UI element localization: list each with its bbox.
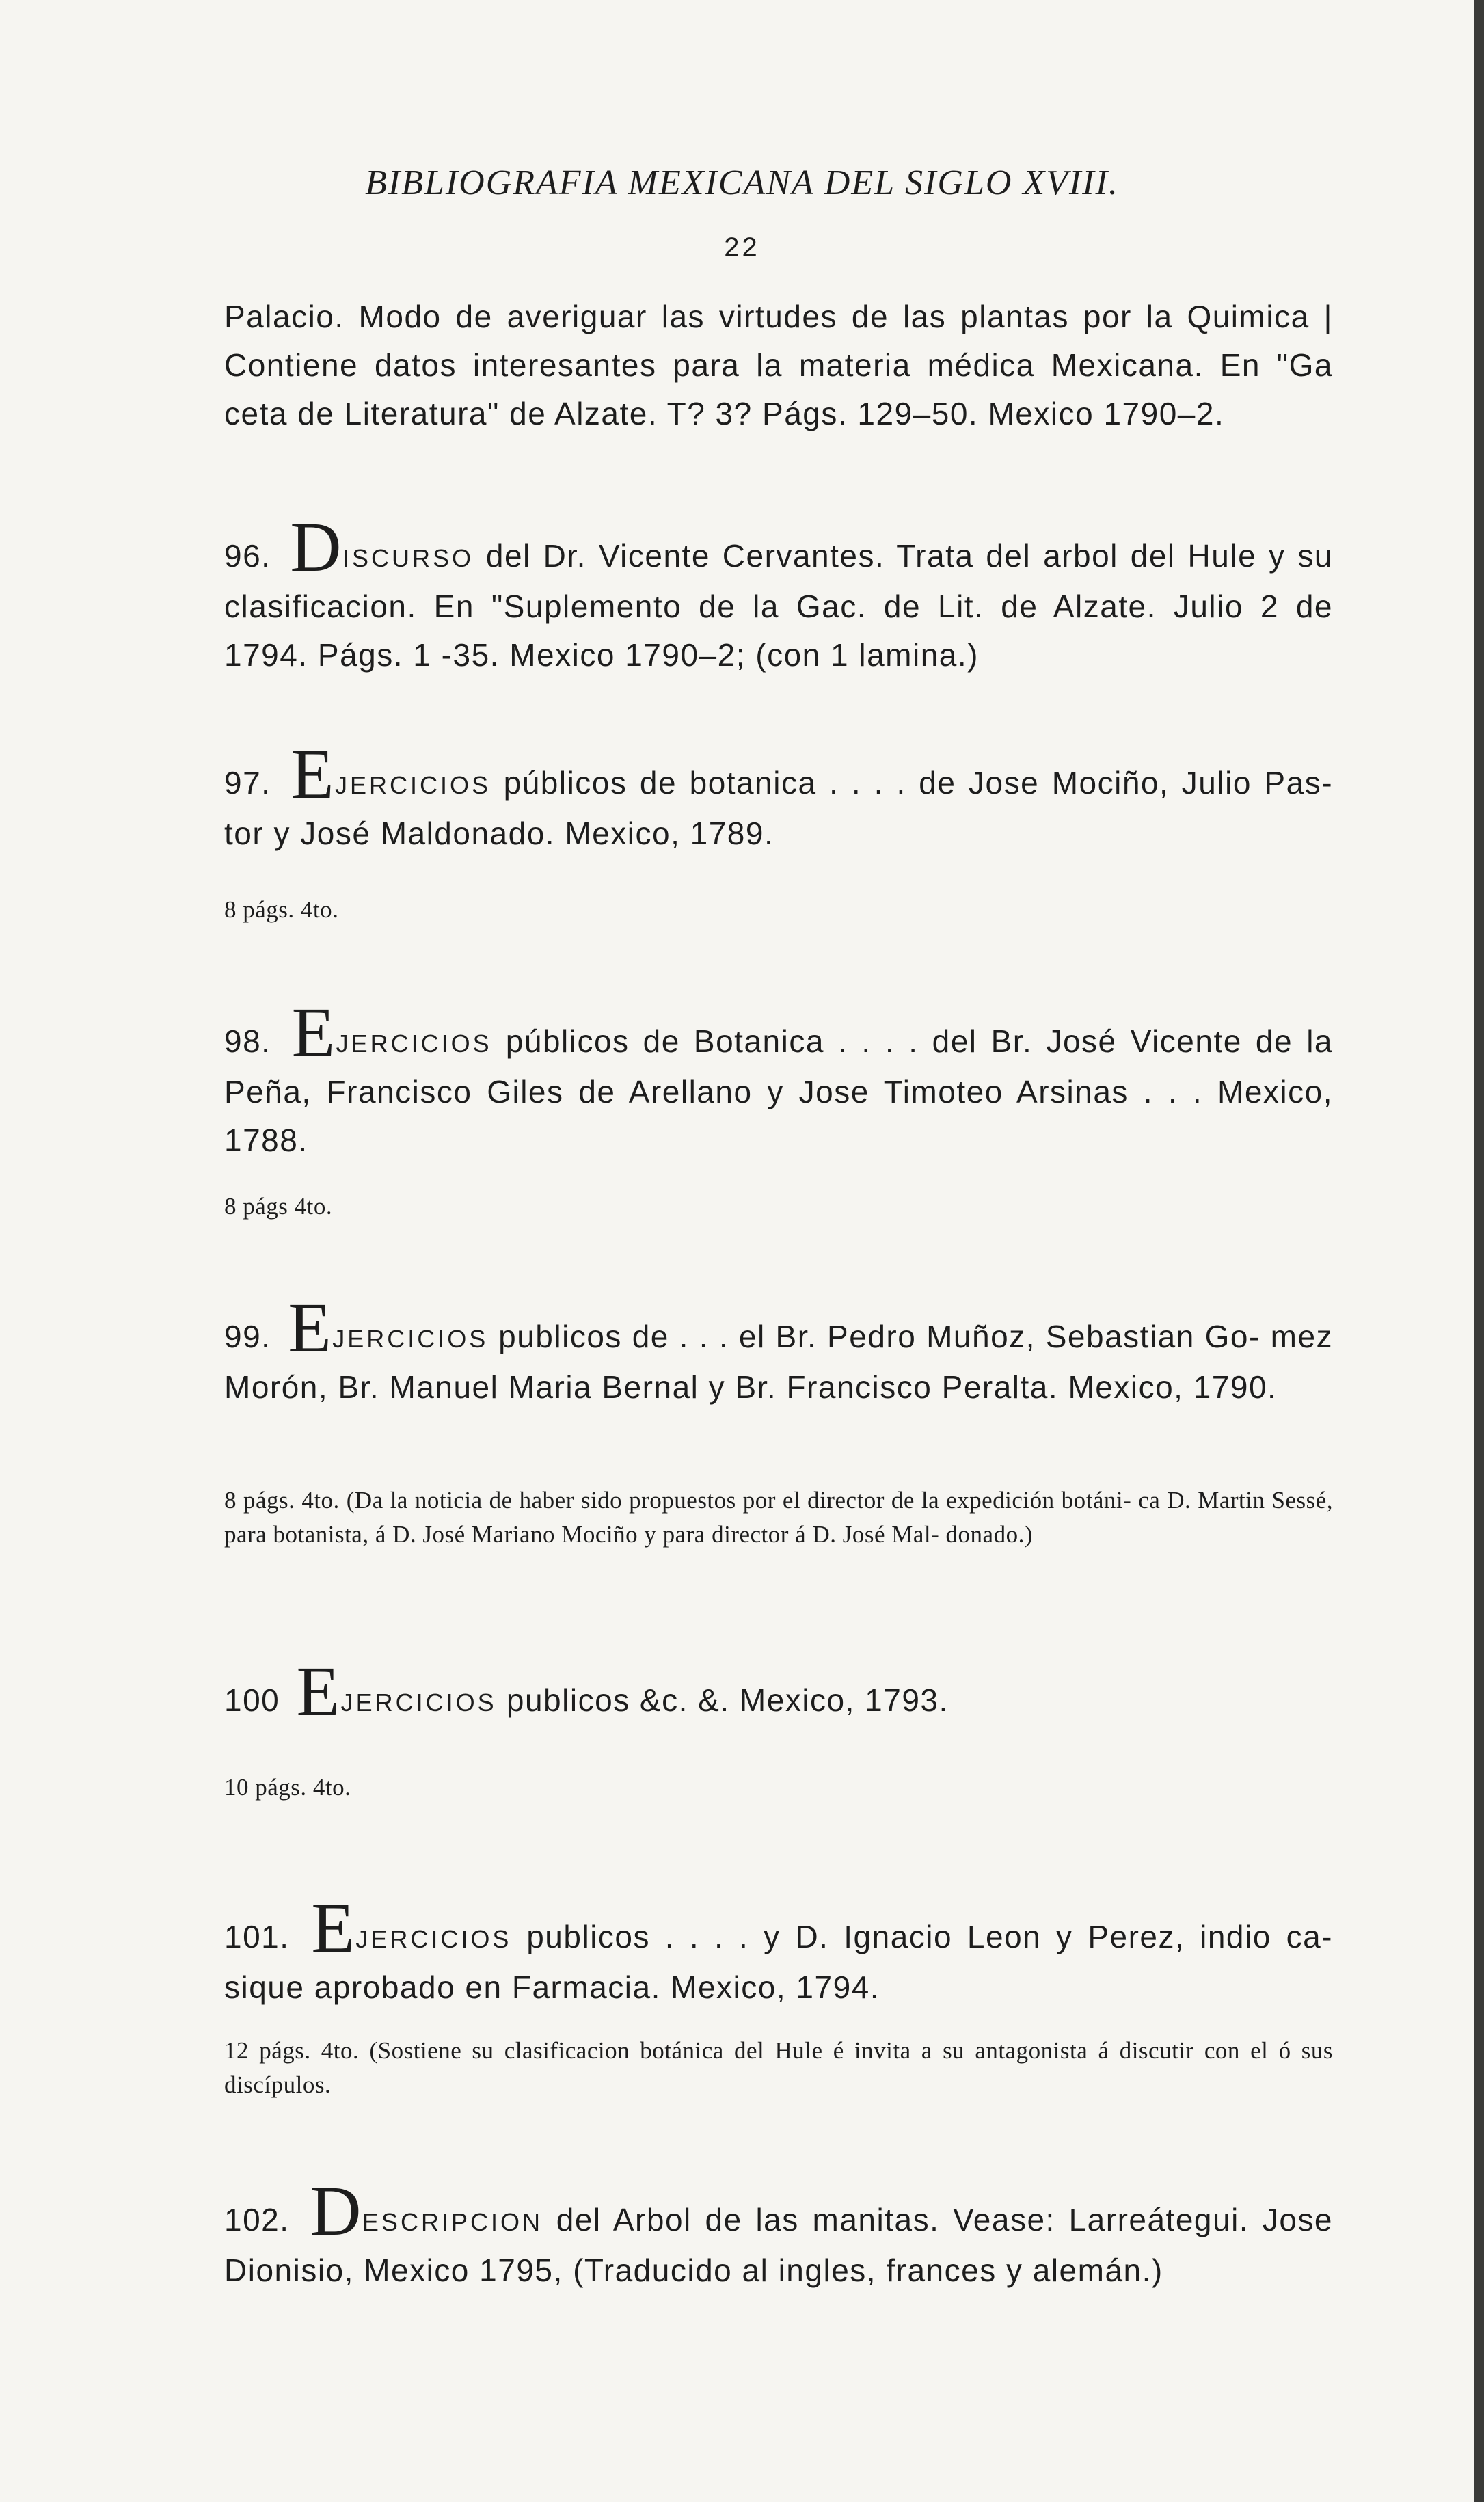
drop-initial: D [290, 508, 342, 587]
entry-lead-word: JERCICIOS [332, 1325, 489, 1353]
entry-text: públicos de Botanica . . . . del Br. José Vicente de la Peña, Francisco Giles de Arellano y Jose Timoteo Arsinas . . . Mexico, 1788. [224, 1023, 1334, 1158]
page-number: 22 [724, 232, 760, 263]
entry-99-note: 8 págs. 4to. (Da la noticia de haber sido propuestos por el director de la expedición botáni- ca D. Martin Sessé, para botanista, á D. José Mariano Mociño y para director á D. José Mal- donado.) [224, 1487, 1333, 1548]
entry-number: 102. [224, 2202, 290, 2237]
entry-text: públicos de botanica . . . . de Jose Mociño, Julio Pas- tor y José Maldonado. Mexico, 1789. [224, 765, 1334, 851]
entry-100-note: 10 págs. 4to. [224, 1774, 351, 1801]
entry-text: publicos &c. &. Mexico, 1793. [506, 1682, 949, 1718]
entry-101 [224, 1889, 1333, 2012]
drop-initial: E [311, 1889, 356, 1967]
entry-97 [224, 735, 1334, 858]
entry-lead-word: ISCURSO [342, 544, 474, 572]
drop-initial: E [296, 1652, 341, 1731]
drop-initial: E [288, 1289, 333, 1367]
continuation-paragraph: Palacio. Modo de averiguar las virtudes de las plantas por la Quimica | Contiene datos interesantes para la materia médica Mexicana. En "Ga ceta de Literatura" de Alzate. T? 3? Págs. 129–50. Mexico 1790–2. [224, 299, 1333, 431]
entry-99 [224, 1289, 1334, 1412]
entry-text: publicos de . . . el Br. Pedro Muñoz, Sebastian Go- mez Morón, Br. Manuel Maria Bernal y Br. Francisco Peralta. Mexico, 1790. [224, 1319, 1334, 1405]
entry-number: 100 [224, 1682, 280, 1718]
entry-lead-word: JERCICIOS [336, 1030, 492, 1058]
entry-lead-word: JERCICIOS [340, 1689, 497, 1717]
entry-number: 98. [224, 1023, 271, 1059]
entry-text: del Dr. Vicente Cervantes. Trata del arbol del Hule y su clasificacion. En "Suplemento de la Gac. de Lit. de Alzate. Julio 2 de 1794. Págs. 1 -35. Mexico 1790–2; (con 1 lamina.) [224, 538, 1334, 673]
drop-initial: E [291, 993, 336, 1072]
page-edge-shadow [1474, 0, 1484, 2502]
drop-initial: D [310, 2172, 362, 2250]
entry-96 [224, 508, 1334, 680]
entry-lead-word: JERCICIOS [355, 1925, 512, 1953]
entry-98 [224, 993, 1334, 1165]
entry-98-note: 8 págs 4to. [224, 1193, 333, 1220]
entry-100 [224, 1652, 1333, 1731]
entry-text: publicos . . . . y D. Ignacio Leon y Perez, indio ca- sique aprobado en Farmacia. Mexico, 1794. [224, 1919, 1333, 2005]
entry-102 [224, 2172, 1334, 2295]
entry-lead-word: JERCICIOS [335, 771, 491, 799]
drop-initial: E [291, 735, 336, 813]
entry-text: del Arbol de las manitas. Vease: Larreátegui. Jose Dionisio, Mexico 1795, (Traducido al ingles, frances y alemán.) [224, 2202, 1334, 2288]
entry-lead-word: ESCRIPCION [362, 2208, 543, 2236]
entry-97-note: 8 págs. 4to. [224, 896, 339, 923]
entry-number: 96. [224, 538, 271, 574]
entry-number: 97. [224, 765, 271, 801]
running-title: BIBLIOGRAFIA MEXICANA DEL SIGLO XVIII. [365, 163, 1119, 202]
entry-101-note: 12 págs. 4to. (Sostiene su clasificacion botánica del Hule é invita a su antagonista á discutir con el ó sus discípulos. [224, 2037, 1333, 2098]
entry-number: 101. [224, 1919, 290, 1954]
entry-number: 99. [224, 1319, 271, 1354]
